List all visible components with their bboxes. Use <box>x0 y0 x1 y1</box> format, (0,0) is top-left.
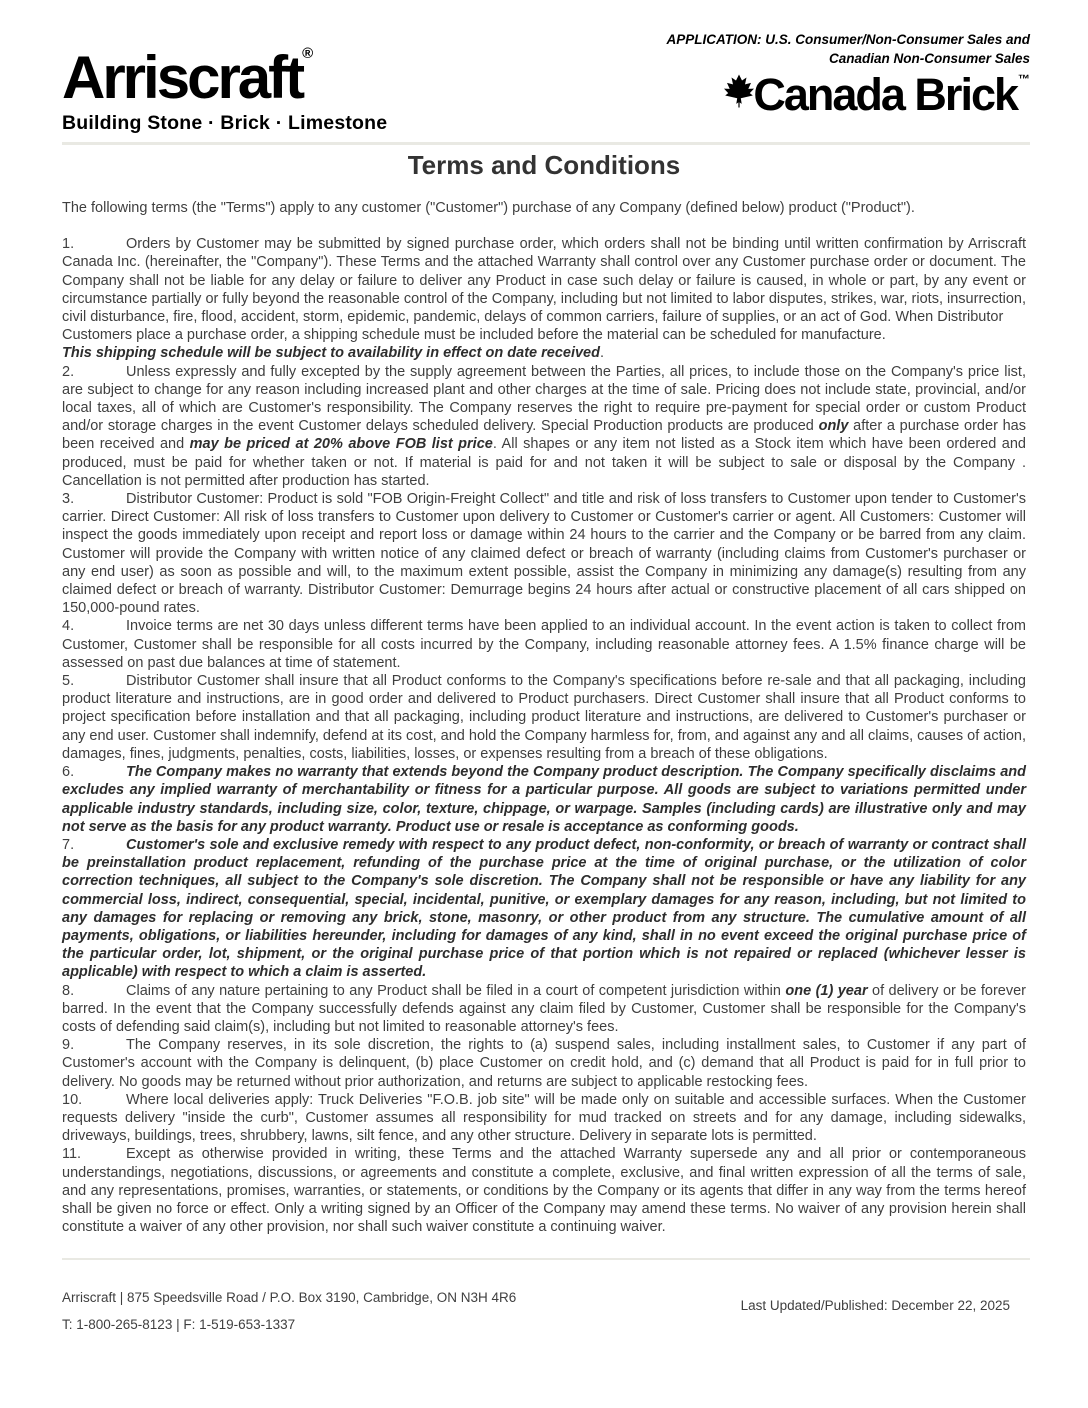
term-segment: . All shapes or any item not listed as a Stock item which have been ordered and produced, must be paid for whether taken or not. If material is paid for and not taken it will be subject to sale or disposal by the Company . Cancellation is not permitted after production has started. <box>62 436 1026 489</box>
term-number: 2. <box>62 363 75 380</box>
term-number: 8. <box>62 982 75 999</box>
arriscraft-logo-tagline: Building Stone · Brick · Limestone <box>62 112 388 134</box>
term-number: 4. <box>62 618 75 635</box>
term-item <box>62 363 1026 490</box>
term-segment: may be priced at 20% above FOB list price <box>189 436 493 453</box>
page-title: Terms and Conditions <box>407 150 681 180</box>
term-segment: This shipping schedule will be subject to availability in effect on date received <box>62 345 600 362</box>
term-segment: Where local deliveries apply: Truck Deliveries "F.O.B. job site" will be made only on suitable and accessible surfaces. When the Customer requests delivery "inside the curb", Customer assumes all responsibility for mud tracked on streets and for any damage, including sidewalks, driveways, buildings, trees, shrubbery, lawns, silt fence, and any other structure. Delivery in separate lots is permitted. <box>62 1091 1026 1145</box>
footer-phone-fax: T: 1-800-265-8123 | F: 1-519-653-1337 <box>62 1317 296 1332</box>
term-number: 1. <box>62 236 75 253</box>
term-item <box>62 1145 1026 1236</box>
terms-content <box>62 199 1026 1236</box>
term-segment: Distributor Customer: Product is sold "FOB Origin-Freight Collect" and title and risk of loss transfers to Customer upon tender to Customer's carrier. Direct Customer: All risk of loss transfers to Customer upon delivery to Customer or Customer's carrier or agent. All Customers: Customer will inspect the goods immediately upon receipt and report loss or damage within 24 hours to the carrier and the Company or be barred from any claim. Customer will provide the Company with written notice of any claimed defect or breach of warranty (including claims from Customer's purchaser or any end user) as soon as possible and will, to the maximum extent possible, assist the Company in minimizing any damage(s) resulting from any claimed defect or breach of warranty. Distributor Customer: Demurrage begins 24 hours after actual or constructive placement of all cars shipped on 150,000-pound rates. <box>62 491 1026 617</box>
header-divider <box>62 142 1030 145</box>
term-item <box>62 617 1026 672</box>
term-segment: Unless expressly and fully excepted by the supply agreement between the Parties, all prices, to include those on the Company's price list, are subject to change for any reason including increased plant and other charges at the time of sale. Pricing does not include state, provincial, and/or local taxes, all of which are Customer's responsibility. The Company reserves the right to require pre-payment for special order or custom Product and/or storage charges in the event Customer delays scheduled delivery. Special Production products are produced <box>62 363 1026 435</box>
trademark-symbol: ™ <box>1018 72 1030 86</box>
term-number: 5. <box>62 673 75 690</box>
term-segment: Distributor Customer shall insure that all Product conforms to the Company's specifications before re-sale and that all packaging, including product literature and instructions, are in good order and delivered to Product purchasers. Direct Customer shall insure that all Product conforms to project specification before installation and that all packaging, including product literature and instructions, are delivered to Customer's purchaser or any end user. Customer shall indemnify, defend at its cost, and hold the Company harmless for, from, and against any and all claims, causes of action, damages, fines, judgments, penalties, costs, liabilities, losses, or expenses resulting from a breach of these obligations. <box>62 673 1026 762</box>
term-item <box>62 1091 1026 1146</box>
canada-brick-wordmark: Canada Brick <box>753 69 1017 120</box>
term-segment: The Company reserves, in its sole discretion, the rights to (a) suspend sales, including installment sales, to Customer if any part of Customer's account with the Company is delinquent, (b) place Customer on credit hold, and (c) demand that all Product is paid for in full prior to delivery. No goods may be returned without prior authorization, and returns are subject to applicable restocking fees. <box>62 1037 1026 1090</box>
term-item <box>62 982 1026 1037</box>
footer-last-updated: Last Updated/Published: December 22, 2025 <box>740 1298 1010 1313</box>
term-number: 7. <box>62 836 75 853</box>
term-segment: Invoice terms are net 30 days unless different terms have been applied to an individual account. In the event action is taken to collect from Customer, Customer shall be responsible for all costs incurred by the Company, including reasonable attorney fees. A 1.5% finance charge will be assessed on past due balances at time of statement. <box>62 618 1026 671</box>
term-item <box>62 672 1026 763</box>
term-segment: . <box>599 345 605 362</box>
terms-list <box>62 235 1026 1236</box>
term-item <box>62 836 1026 982</box>
term-number: 11. <box>62 1146 82 1163</box>
application-note-line2: Canadian Non-Consumer Sales <box>828 51 1030 66</box>
term-segment: only <box>818 418 849 435</box>
term-segment: one (1) year <box>785 982 868 999</box>
term-segment: Except as otherwise provided in writing, these Terms and the attached Warranty supersede any and all prior or contemporaneous understandings, negotiations, discussions, or agreements and constitute a complete, exclusive, and final written expression of all the terms of sale, and any representations, promises, warranties, or statements, or conditions by the Company or its agents that differ in any way from the terms hereof shall be given no force or effect. Only a writing signed by an Officer of the Company may amend these terms. No waiver of any provision herein shall constitute a waiver of any other provision, nor shall such waiver constitute a continuing waiver. <box>62 1146 1026 1236</box>
term-item <box>62 1036 1026 1091</box>
term-number: 3. <box>62 491 75 508</box>
term-segment: of delivery or be forever barred. In the event that the Company successfully defends against any claim filed by Customer, Customer shall be responsible for the Company's costs of defending said claim(s), including but not limited to reasonable attorney's fees. <box>62 982 1026 1035</box>
term-segment: Customers place a purchase order, a shipping schedule must be included before the material can be scheduled for manufacture. <box>62 327 886 344</box>
term-segment: Claims of any nature pertaining to any Product shall be filed in a court of competent jurisdiction within <box>126 982 786 999</box>
term-number: 9. <box>62 1037 75 1054</box>
intro-paragraph: The following terms (the "Terms") apply to any customer ("Customer") purchase of any Company (defined below) product ("Product"). <box>62 200 915 216</box>
header-right-block <box>666 30 1030 119</box>
application-note-line1: APPLICATION: U.S. Consumer/Non-Consumer Sales and <box>666 32 1030 47</box>
maple-leaf-icon <box>724 72 753 119</box>
term-item <box>62 235 1026 362</box>
footer-address: Arriscraft | 875 Speedsville Road / P.O. Box 3190, Cambridge, ON N3H 4R6 <box>62 1290 517 1305</box>
footer-contact-block <box>62 1284 516 1338</box>
term-segment: after a purchase order has been received and <box>62 418 1026 453</box>
term-item <box>62 490 1026 617</box>
footer-divider <box>62 1258 1030 1260</box>
canada-brick-logo <box>666 69 1030 120</box>
arriscraft-logo-text: Arriscraft <box>62 44 303 111</box>
term-segment: Customer's sole and exclusive remedy with respect to any product defect, non-conformity, or breach of warranty or contract shall be preinstallation product replacement, refunding of the purchase price at the time of original purchase, or the utilization of color correction techniques, all subject to the Company's sole discretion. The Company shall not be responsible or have any liability for any commercial loss, indirect, consequential, special, incidental, punitive, or exemplary damages for any reason, including, but not limited to any damages for replacing or removing any brick, stone, masonry, or other product from any structure. The cumulative amount of all payments, obligations, or liabilities hereunder, including for damages of any kind, shall in no event exceed the original purchase price of the particular order, lot, shipment, or the original purchase price of that portion which is not repaired or replaced (whichever lesser is applicable) with respect to which a claim is asserted. <box>62 836 1026 981</box>
arriscraft-logo-wordmark <box>62 44 387 111</box>
term-segment: Orders by Customer may be submitted by signed purchase order, which orders shall not be binding until written confirmation by Arriscraft Canada Inc. (hereinafter, the "Company"). These Terms and the attached Warranty shall control over any Customer purchase order or document. The Company shall not be liable for any delay or failure to deliver any Product in case such delay or failure is caused, in whole or part, by any event or circumstance partially or fully beyond the reasonable control of the Company, including but not limited to labor disputes, strikes, war, riots, insurrection, civil disturbance, fire, flood, accident, storm, epidemic, pandemic, delays of common carriers, failure of supplies, or an act of God. When Distributor <box>62 236 1026 326</box>
registered-trademark-symbol: ® <box>302 45 314 62</box>
term-number: 6. <box>62 764 75 781</box>
term-item <box>62 763 1026 836</box>
arriscraft-logo <box>62 44 388 135</box>
term-segment: The Company makes no warranty that extends beyond the Company product description. The Company specifically disclaims and excludes any implied warranty of merchantability or fitness for a particular purpose. All goods are subject to variations permitted under applicable industry standards, including size, color, texture, chippage, or warpage. Samples (including cards) are illustrative only and may not serve as the basis for any product warranty. Product use or resale is acceptance as conforming goods. <box>62 764 1026 835</box>
term-number: 10. <box>62 1091 83 1108</box>
